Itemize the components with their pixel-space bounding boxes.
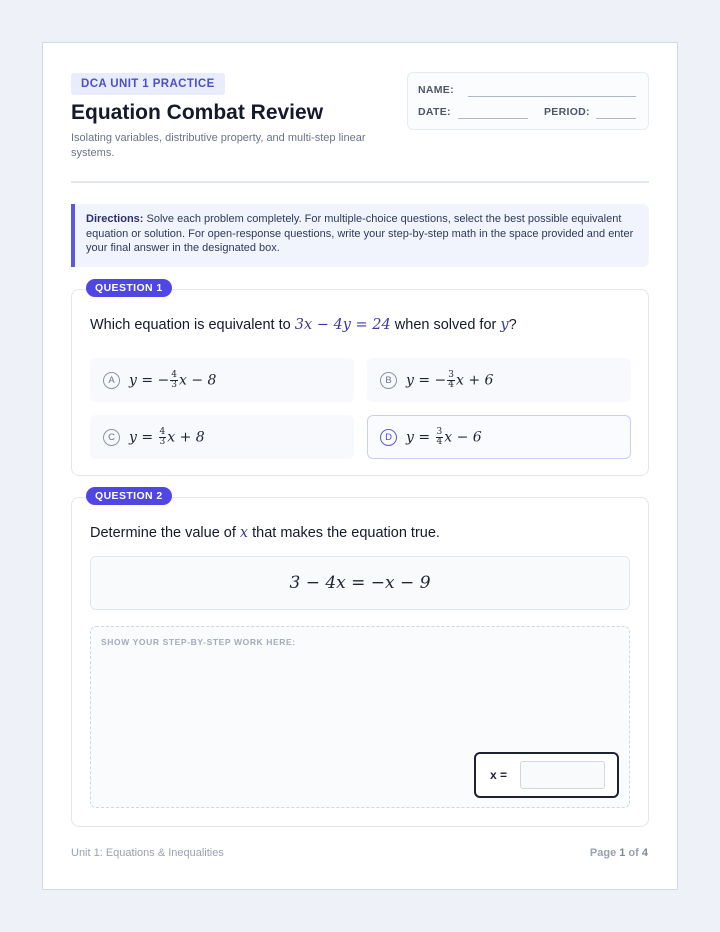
answer-box [474,752,619,798]
choice-c-text: y = $\frac{4}{3}$ x + 8 [129,427,205,447]
choice-a-text: y = − $\frac{4}{3}$ x − 8 [129,370,217,390]
name-field[interactable] [468,96,636,97]
question-1-equation: 3x − 4y = 24 [294,317,391,333]
question-1-card [71,289,649,476]
work-area[interactable] [90,626,630,808]
date-field[interactable] [458,118,528,119]
choice-b-text: y = − $\frac{3}{4}$ x + 6 [406,370,494,390]
choice-a[interactable] [90,358,354,402]
choice-d[interactable] [367,415,631,459]
period-field[interactable] [596,118,636,119]
name-label: NAME: [418,84,454,96]
question-2-equation: 3 − 4x = −x − 9 [90,556,630,610]
period-label: PERIOD: [544,106,590,118]
directions-label: Directions: [86,213,144,225]
question-1-badge: QUESTION 1 [86,279,172,297]
choice-b[interactable] [367,358,631,402]
choice-a-letter: A [103,372,120,389]
question-2-badge: QUESTION 2 [86,487,172,505]
date-label: DATE: [418,106,451,118]
directions-text: Solve each problem completely. For multiple-choice questions, select the best possible equivalent equation or solution. For open-response questions, write your step-by-step math in the space provided and enter your final answer in the designated box. [86,213,634,254]
worksheet-page [42,42,678,890]
choice-d-letter: D [380,429,397,446]
work-area-label: SHOW YOUR STEP-BY-STEP WORK HERE: [101,637,296,647]
choice-b-letter: B [380,372,397,389]
choice-c[interactable] [90,415,354,459]
question-2-prompt: Determine the value of x that makes the equation true. [90,525,440,541]
answer-input[interactable] [520,761,605,789]
answer-label: x = [490,768,508,782]
page-title: Equation Combat Review [71,101,324,124]
student-info-box [407,72,649,130]
directions-box [71,204,649,267]
page-subtitle: Isolating variables, distributive property, and multi-step linear systems. [71,132,366,159]
footer-unit: Unit 1: Equations & Inequalities [71,847,224,859]
choice-d-text: y = $\frac{3}{4}$ x − 6 [406,427,482,447]
question-1-prompt: Which equation is equivalent to 3x − 4y = 24 when solved for y? [90,317,517,333]
page-indicator: Page 1 of 4 [589,847,648,859]
question-2-card [71,497,649,827]
choice-c-letter: C [103,429,120,446]
unit-badge: DCA UNIT 1 PRACTICE [71,73,225,95]
header-divider [71,181,649,183]
